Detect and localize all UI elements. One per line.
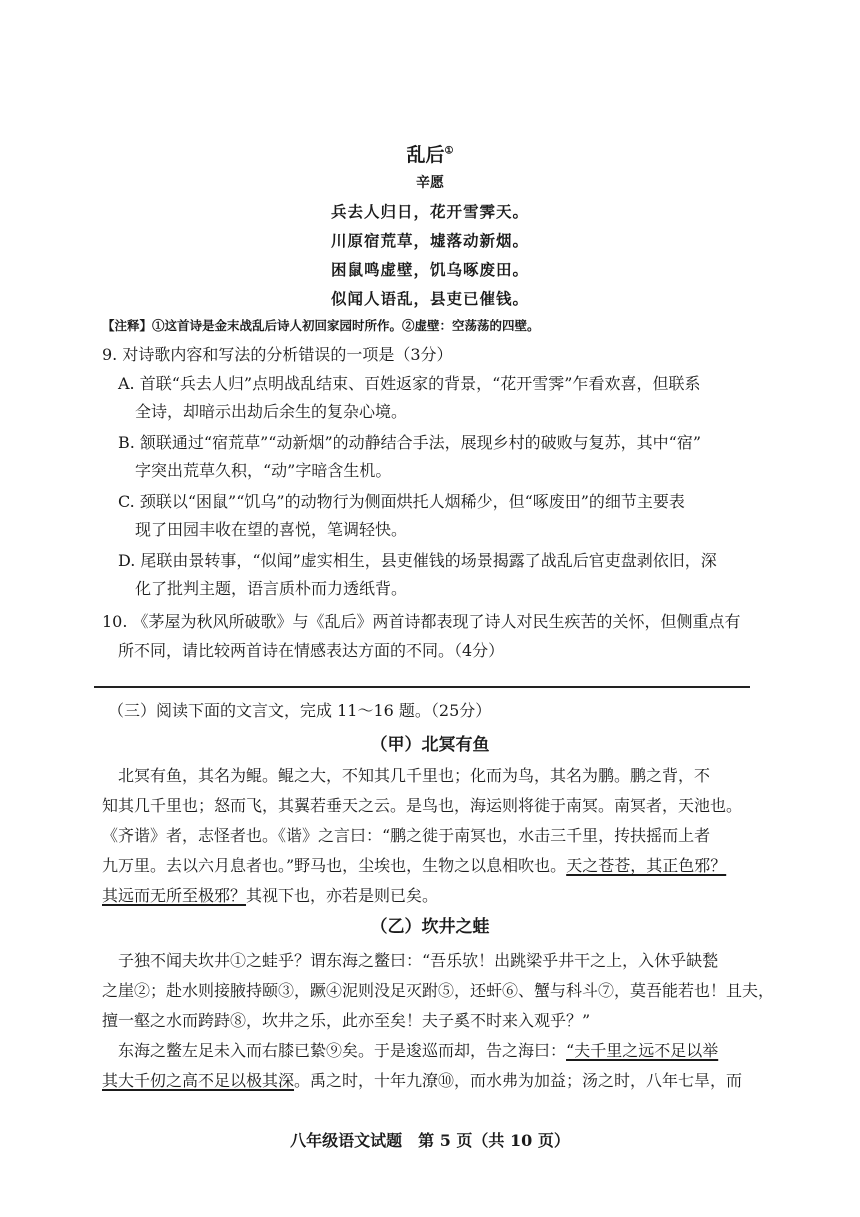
poem-title-text: 乱后 (406, 144, 445, 166)
section-divider (94, 686, 750, 688)
passage-yi-text: 东海之鳖左足未入而右膝已絷⑨矣。于是逡巡而却，告之海曰： (118, 1041, 567, 1060)
underlined-sentence: 其远而无所至极邪？ (102, 886, 247, 905)
passage-jia-line: 知其几千里也；怒而飞，其翼若垂天之云。是鸟也，海运则将徙于南冥。南冥者，天池也。 (102, 796, 743, 815)
question-9-stem: 9. 对诗歌内容和写法的分析错误的一项是（3分） (102, 345, 453, 364)
option-b-cont: 字突出荒草久积，“动”字暗含生机。 (135, 461, 392, 480)
question-10-stem: 10. 《茅屋为秋风所破歌》与《乱后》两首诗都表现了诗人对民生疾苦的关怀，但侧重点有 (102, 612, 741, 631)
option-d-cont: 化了批判主题，语言质朴而力透纸背。 (135, 579, 408, 598)
passage-jia-line: 北冥有鱼，其名为鲲。鲲之大，不知其几千里也；化而为鸟，其名为鹏。鹏之背，不 (118, 766, 711, 785)
underlined-sentence: 其大千仞之高不足以极其深 (102, 1071, 295, 1090)
passage-jia-title: （甲）北冥有鱼 (370, 735, 490, 755)
passage-jia-line-5 (102, 885, 438, 907)
poem-line: 兵去人归日，花开雪霁天。 (330, 202, 529, 221)
poem-line: 困鼠鸣虚壁，饥乌啄废田。 (330, 260, 529, 279)
question-10-cont: 所不同，请比较两首诗在情感表达方面的不同。（4分） (118, 641, 505, 660)
passage-jia-text: 九万里。去以六月息者也。”野马也，尘埃也，生物之以息相吹也。 (102, 856, 567, 875)
passage-yi-text: 。禹之时，十年九潦⑩，而水弗为加益；汤之时，八年七旱，而 (294, 1071, 743, 1090)
passage-jia-line: 《齐谐》者，志怪者也。《谐》之言曰：“鹏之徙于南冥也，水击三千里，抟扶摇而上者 (102, 826, 711, 845)
option-b: B. 颔联通过“宿荒草”“动新烟”的动静结合手法，展现乡村的破败与复苏，其中“宿” (118, 433, 702, 452)
option-c: C. 颈联以“困鼠”“饥乌”的动物行为侧面烘托人烟稀少，但“啄废田”的细节主要表 (118, 492, 685, 511)
underlined-sentence: “夫千里之远不足以举 (566, 1041, 719, 1060)
option-a-cont: 全诗，却暗示出劫后余生的复杂心境。 (135, 402, 408, 421)
poem-line: 似闻人语乱，县吏已催钱。 (330, 289, 529, 308)
passage-yi-p2-line (118, 1040, 718, 1062)
page-footer: 八年级语文试题 第 5 页（共 10 页） (290, 1131, 570, 1150)
section-3-heading: （三）阅读下面的文言文，完成 11～16 题。（25分） (108, 701, 492, 720)
option-c-cont: 现了田园丰收在望的喜悦，笔调轻快。 (135, 520, 408, 539)
poem-title-footnote-mark: ① (444, 145, 454, 157)
passage-yi-line: 擅一壑之水而跨跱⑧，坎井之乐，此亦至矣！夫子奚不时来入观乎？” (102, 1011, 591, 1030)
underlined-sentence: 天之苍苍，其正色邪？ (566, 856, 727, 875)
passage-yi-line: 之崖②；赴水则接腋持颐③，蹶④泥则没足灭跗⑤，还虷⑥、蟹与科斗⑦，莫吾能若也！且夫， (102, 981, 775, 1000)
poem-line: 川原宿荒草，墟落动新烟。 (330, 231, 529, 250)
option-a: A. 首联“兵去人归”点明战乱结束、百姓返家的背景，“花开雪霁”乍看欢喜，但联系 (118, 374, 701, 393)
passage-yi-title: （乙）坎井之蛙 (370, 917, 490, 937)
passage-jia-line-4 (102, 855, 726, 877)
option-d: D. 尾联由景转事，“似闻”虚实相生，县吏催钱的场景揭露了战乱后官吏盘剥依旧，深 (118, 551, 717, 570)
poem-note: 【注释】①这首诗是金末战乱后诗人初回家园时所作。②虚壁：空荡荡的四壁。 (102, 318, 540, 333)
passage-yi-line: 子独不闻夫坎井①之蛙乎？谓东海之鳖曰：“吾乐欤！出跳梁乎井干之上，入休乎缺甃 (118, 951, 719, 970)
passage-yi-p3-line (102, 1070, 742, 1092)
poem-author: 辛愿 (416, 175, 444, 191)
poem-title (0, 140, 860, 167)
passage-jia-text: 其视下也，亦若是则已矣。 (246, 886, 439, 905)
